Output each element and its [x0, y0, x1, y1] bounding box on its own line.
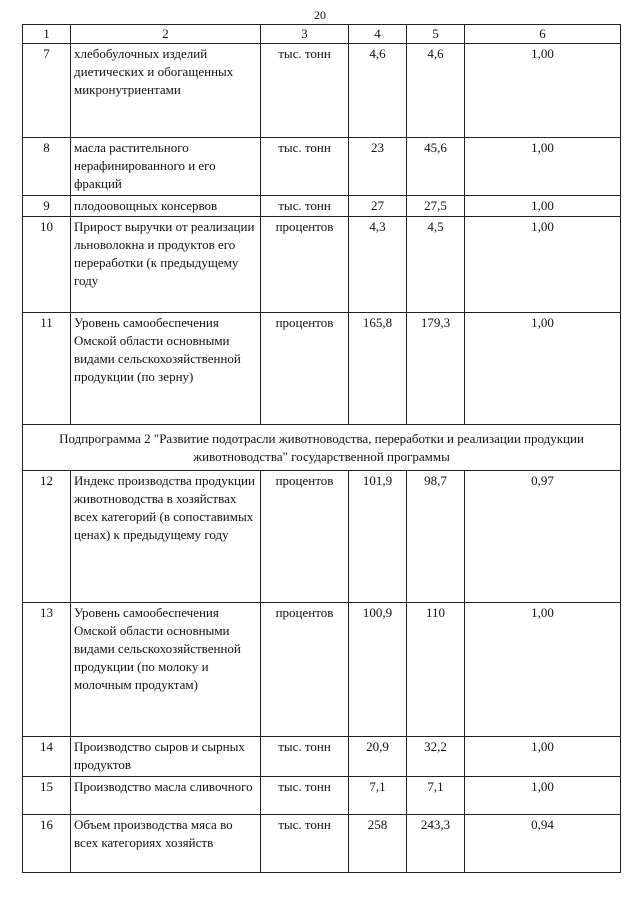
column-header: 4 [349, 25, 407, 44]
planned-value: 4,6 [349, 44, 407, 138]
actual-value: 32,2 [407, 737, 465, 777]
row-number: 8 [23, 138, 71, 196]
table-row [23, 44, 621, 138]
indicator-name: масла растительного нерафинированного и его фракций [71, 138, 261, 196]
page-number: 20 [314, 8, 326, 22]
indicator-name: Уровень самообеспечения Омской области основными видами сельскохозяйственной продукции (по молоку и молочным продуктам) [71, 603, 261, 737]
table-row [23, 196, 621, 217]
actual-value: 4,6 [407, 44, 465, 138]
unit: тыс. тонн [261, 777, 349, 815]
table-row [23, 471, 621, 603]
unit: процентов [261, 217, 349, 313]
column-header: 1 [23, 25, 71, 44]
table-row [23, 217, 621, 313]
row-number: 15 [23, 777, 71, 815]
planned-value: 7,1 [349, 777, 407, 815]
table-row [23, 777, 621, 815]
efficiency-index: 1,00 [465, 217, 621, 313]
row-number: 10 [23, 217, 71, 313]
unit: тыс. тонн [261, 737, 349, 777]
actual-value: 110 [407, 603, 465, 737]
row-number: 16 [23, 815, 71, 873]
planned-value: 101,9 [349, 471, 407, 603]
row-number: 11 [23, 313, 71, 425]
unit: тыс. тонн [261, 44, 349, 138]
actual-value: 27,5 [407, 196, 465, 217]
planned-value: 165,8 [349, 313, 407, 425]
efficiency-index: 1,00 [465, 737, 621, 777]
column-header: 5 [407, 25, 465, 44]
subprogram-row [23, 425, 621, 471]
efficiency-index: 1,00 [465, 196, 621, 217]
actual-value: 243,3 [407, 815, 465, 873]
planned-value: 20,9 [349, 737, 407, 777]
table-row [23, 603, 621, 737]
indicator-name: Производство масла сливочного [71, 777, 261, 815]
actual-value: 4,5 [407, 217, 465, 313]
indicator-name: Прирост выручки от реализации льноволокна и продуктов его переработки (к предыдущему году [71, 217, 261, 313]
column-header: 2 [71, 25, 261, 44]
planned-value: 4,3 [349, 217, 407, 313]
unit: тыс. тонн [261, 196, 349, 217]
column-header: 3 [261, 25, 349, 44]
row-number: 13 [23, 603, 71, 737]
unit: тыс. тонн [261, 138, 349, 196]
table-row [23, 737, 621, 777]
actual-value: 179,3 [407, 313, 465, 425]
indicator-name: Уровень самообеспечения Омской области основными видами сельскохозяйственной продукции (по зерну) [71, 313, 261, 425]
efficiency-index: 1,00 [465, 313, 621, 425]
column-header: 6 [465, 25, 621, 44]
actual-value: 45,6 [407, 138, 465, 196]
indicator-name: Объем производства мяса во всех категориях хозяйств [71, 815, 261, 873]
table-header-row [23, 25, 621, 44]
unit: процентов [261, 471, 349, 603]
planned-value: 23 [349, 138, 407, 196]
row-number: 9 [23, 196, 71, 217]
efficiency-index: 1,00 [465, 44, 621, 138]
subprogram-title: Подпрограмма 2 "Развитие подотрасли животноводства, переработки и реализации продукции животноводства" государственной программы [23, 425, 621, 471]
row-number: 14 [23, 737, 71, 777]
table-row [23, 138, 621, 196]
unit: процентов [261, 603, 349, 737]
row-number: 12 [23, 471, 71, 603]
unit: тыс. тонн [261, 815, 349, 873]
table-row [23, 313, 621, 425]
row-number: 7 [23, 44, 71, 138]
planned-value: 258 [349, 815, 407, 873]
actual-value: 98,7 [407, 471, 465, 603]
unit: процентов [261, 313, 349, 425]
efficiency-index: 0,97 [465, 471, 621, 603]
planned-value: 100,9 [349, 603, 407, 737]
planned-value: 27 [349, 196, 407, 217]
indicator-name: плодоовощных консервов [71, 196, 261, 217]
indicator-name: Производство сыров и сырных продуктов [71, 737, 261, 777]
indicator-name: Индекс производства продукции животноводства в хозяйствах всех категорий (в сопоставимых ценах) к предыдущему году [71, 471, 261, 603]
efficiency-index: 1,00 [465, 777, 621, 815]
efficiency-index: 0,94 [465, 815, 621, 873]
indicators-table [22, 24, 621, 873]
indicator-name: хлебобулочных изделий диетических и обогащенных микронутриентами [71, 44, 261, 138]
efficiency-index: 1,00 [465, 603, 621, 737]
efficiency-index: 1,00 [465, 138, 621, 196]
actual-value: 7,1 [407, 777, 465, 815]
table-row [23, 815, 621, 873]
